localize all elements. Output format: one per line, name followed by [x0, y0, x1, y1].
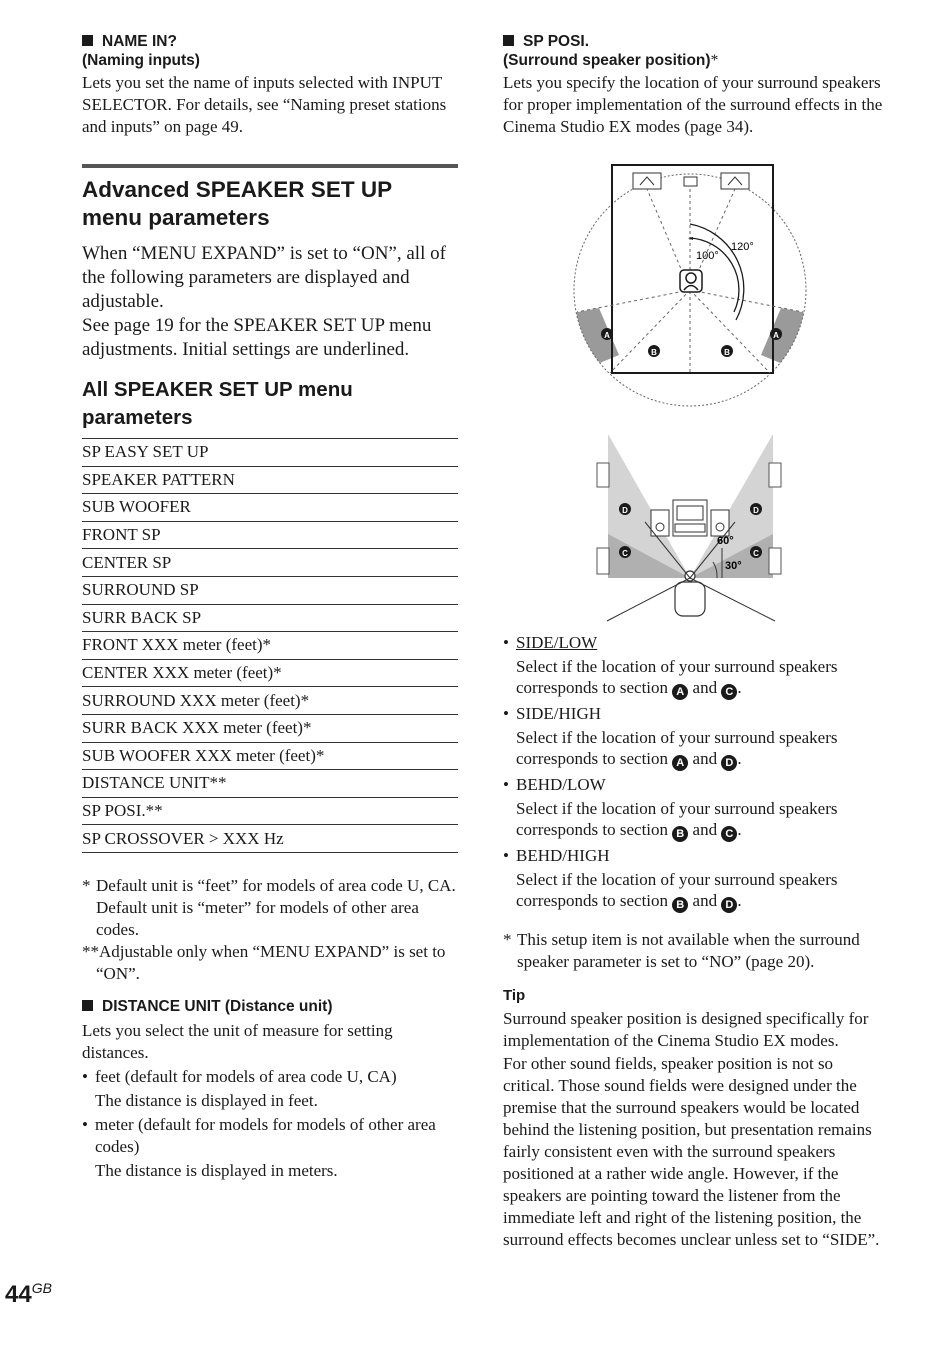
front-speakers-tv-icon — [651, 500, 729, 536]
section-b-marker — [721, 345, 733, 357]
table-row: SP CROSSOVER > XXX Hz — [82, 825, 458, 853]
high-speaker-icon — [769, 463, 781, 487]
name-in-section — [82, 32, 458, 138]
table-row: CENTER SP — [82, 549, 458, 577]
section-d-marker — [750, 503, 762, 515]
tip-para-2: For other sound fields, speaker position is not so critical. Those sound fields were designed under the premise that the surround speakers would be located behind the listening position, but presentation remains fairly consistent even with the surround speakers positioned at a rather wide angle. However, if the speakers are pointing toward the listener from the immediate left and right of the listening position, the surround effects becomes unclear unless set to “SIDE”. — [503, 1054, 880, 1249]
section-d-marker — [619, 503, 631, 515]
high-speaker-icon — [597, 463, 609, 487]
table-row: SURROUND SP — [82, 576, 458, 604]
note-adjustable: **Adjustable only when “MENU EXPAND” is set to “ON”. — [82, 941, 446, 983]
list-item-desc: Select if the location of your surround speakers corresponds to section B and D . — [516, 870, 838, 911]
page-number: $44^{GB}$ — [5, 1280, 52, 1308]
svg-text:A: A — [773, 331, 779, 340]
name-in-subheading: (Naming inputs) — [82, 52, 200, 69]
tip-para-1: Surround speaker position is designed specifically for implementation of the Cinema Studio EX modes. — [503, 1009, 869, 1050]
table-row: SURR BACK XXX meter (feet)* — [82, 714, 458, 742]
tip-section — [503, 987, 883, 1251]
list-item: • SIDE/LOW — [503, 633, 598, 652]
low-speaker-icon — [769, 548, 781, 574]
tip-heading: Tip — [503, 987, 526, 1004]
list-item-desc: The distance is displayed in feet. — [95, 1090, 318, 1110]
svg-text:C: C — [753, 549, 759, 558]
table-row: CENTER XXX meter (feet)* — [82, 659, 458, 687]
table-row: SP EASY SET UP — [82, 439, 458, 467]
table-notes — [82, 875, 458, 985]
list-item: • feet (default for models of area code U, CA) — [82, 1066, 397, 1086]
svg-text:B: B — [651, 348, 657, 357]
svg-text:A: A — [604, 331, 610, 340]
angle-label-100: 100° — [696, 250, 719, 262]
advanced-para-2: See page 19 for the SPEAKER SET UP menu adjustments. Initial settings are underlined. — [82, 315, 432, 360]
speaker-position-diagram-side — [503, 434, 883, 626]
distance-unit-section — [82, 997, 458, 1182]
front-speaker-icon — [633, 173, 661, 189]
section-b-marker — [648, 345, 660, 357]
listener-icon — [680, 270, 702, 292]
section-a-marker — [770, 328, 782, 340]
table-row: SURROUND XXX meter (feet)* — [82, 687, 458, 715]
svg-text:B: B — [724, 348, 730, 357]
table-row: SP POSI.** — [82, 797, 458, 825]
distance-unit-heading: DISTANCE UNIT (Distance unit) — [82, 997, 458, 1016]
svg-text:D: D — [753, 506, 759, 515]
sp-posi-footnote: * This setup item is not available when the surround speaker parameter is set to “NO” (page 20). — [503, 930, 860, 971]
params-table — [82, 438, 458, 853]
list-item-desc: Select if the location of your surround speakers corresponds to section A and D . — [516, 728, 838, 769]
front-speaker-icon — [721, 173, 749, 189]
advanced-title: Advanced SPEAKER SET UP menu parameters — [82, 177, 393, 230]
table-row: SURR BACK SP — [82, 604, 458, 632]
svg-text:D: D — [622, 506, 628, 515]
angle-label-30: 30° — [725, 560, 742, 572]
table-row: FRONT SP — [82, 521, 458, 549]
list-item: • BEHD/LOW — [503, 775, 606, 794]
left-column — [82, 32, 458, 1182]
center-speaker-icon — [684, 177, 697, 186]
table-row: SUB WOOFER — [82, 494, 458, 522]
distance-unit-body: Lets you select the unit of measure for setting distances. — [82, 1020, 393, 1062]
angle-label-60: 60° — [717, 535, 734, 547]
note-default-unit: * Default unit is “feet” for models of area code U, CA. Default unit is “meter” for models of other area codes. — [82, 875, 456, 939]
table-row: FRONT XXX meter (feet)* — [82, 632, 458, 660]
list-item: • meter (default for models for models of other area codes) — [82, 1114, 436, 1156]
sp-posi-options — [503, 632, 883, 913]
speaker-position-diagram-top — [503, 160, 883, 420]
name-in-heading: NAME IN? — [82, 32, 458, 51]
name-in-body: Lets you set the name of inputs selected with INPUT SELECTOR. For details, see “Naming preset stations and inputs” on page 49. — [82, 73, 447, 136]
square-bullet-icon — [82, 35, 93, 46]
table-row: SUB WOOFER XXX meter (feet)* — [82, 742, 458, 770]
list-item-desc: Select if the location of your surround speakers corresponds to section A and C . — [516, 657, 838, 698]
sp-posi-heading: SP POSI. — [503, 32, 883, 51]
list-item-desc: The distance is displayed in meters. — [95, 1160, 338, 1180]
square-bullet-icon — [82, 1000, 93, 1011]
sp-posi-body: Lets you specify the location of your surround speakers for proper implementation of the surround effects in the Cinema Studio EX modes (page 34). — [503, 73, 883, 136]
low-speaker-icon — [597, 548, 609, 574]
list-item-desc: Select if the location of your surround speakers corresponds to section B and C . — [516, 799, 838, 840]
section-a-marker — [601, 328, 613, 340]
right-column — [503, 32, 883, 1252]
all-params-title: All SPEAKER SET UP menu parameters — [82, 378, 353, 429]
section-divider — [82, 164, 458, 168]
list-item: • BEHD/HIGH — [503, 846, 610, 865]
square-bullet-icon — [503, 35, 514, 46]
svg-text:C: C — [622, 549, 628, 558]
angle-label-120: 120° — [731, 241, 754, 253]
table-row: DISTANCE UNIT** — [82, 770, 458, 798]
advanced-para-1: When “MENU EXPAND” is set to “ON”, all of the following parameters are displayed and adjustable. — [82, 243, 446, 312]
section-c-marker — [750, 546, 762, 558]
sp-posi-subheading: (Surround speaker position)* — [503, 52, 719, 69]
room-outline — [612, 165, 773, 373]
section-c-marker — [619, 546, 631, 558]
sp-posi-section — [503, 32, 883, 138]
table-row: SPEAKER PATTERN — [82, 466, 458, 494]
list-item: • SIDE/HIGH — [503, 704, 601, 723]
